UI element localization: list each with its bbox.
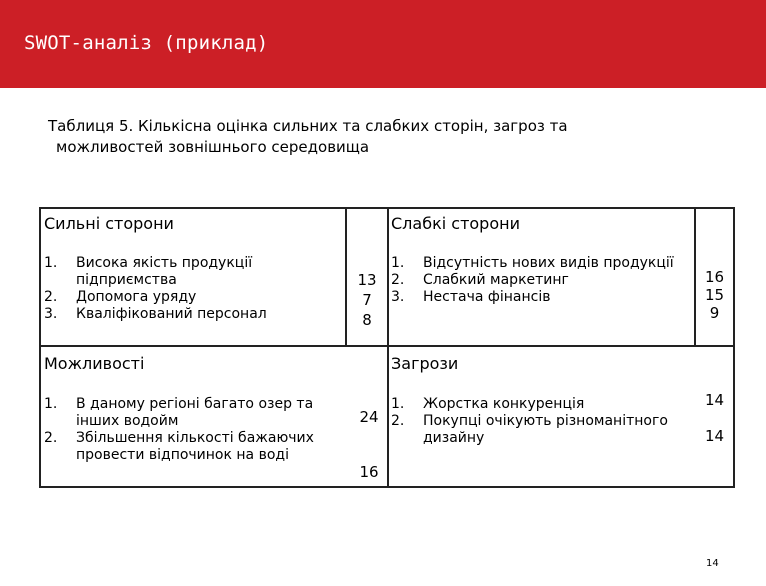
item-number: 1. bbox=[44, 255, 58, 271]
slide-title: SWOT-аналіз (приклад) bbox=[24, 32, 269, 54]
item-text: Покупці очікують різноманітного дизайну bbox=[423, 413, 668, 446]
item-text: Відсутність нових видів продукції bbox=[423, 255, 674, 271]
list-item bbox=[391, 255, 689, 272]
item-text: Збільшення кількості бажаючих провести відпочинок на воді bbox=[76, 430, 314, 463]
weaknesses-list bbox=[391, 255, 689, 306]
list-item bbox=[391, 413, 691, 447]
item-number: 3. bbox=[44, 306, 58, 322]
opportunities-list bbox=[44, 396, 340, 464]
score-value: 7 bbox=[362, 291, 372, 309]
page-number: 14 bbox=[706, 558, 719, 569]
list-item bbox=[44, 255, 340, 289]
strengths-scores bbox=[347, 270, 387, 330]
opportunities-score-2: 16 bbox=[359, 463, 379, 481]
swot-table bbox=[39, 207, 735, 488]
list-item bbox=[44, 289, 340, 306]
threats-heading: Загрози bbox=[391, 354, 459, 373]
strengths-list bbox=[44, 255, 340, 323]
table-caption bbox=[48, 116, 708, 158]
list-item bbox=[44, 430, 340, 464]
weaknesses-scores bbox=[696, 268, 733, 322]
list-item bbox=[391, 396, 691, 413]
item-text: Допомога уряду bbox=[76, 289, 197, 305]
weaknesses-heading: Слабкі сторони bbox=[391, 214, 520, 233]
threats-score-2: 14 bbox=[704, 427, 725, 445]
slide-header bbox=[0, 0, 766, 88]
threats-score-1: 14 bbox=[704, 391, 725, 409]
item-number: 1. bbox=[391, 396, 405, 412]
list-item bbox=[44, 306, 340, 323]
caption-line-1: Таблиця 5. Кількісна оцінка сильних та слабких сторін, загроз та bbox=[48, 117, 568, 135]
list-item bbox=[391, 272, 689, 289]
item-number: 2. bbox=[44, 289, 58, 305]
item-text: Жорстка конкуренція bbox=[423, 396, 585, 412]
threats-list bbox=[391, 396, 691, 447]
score-value: 8 bbox=[362, 311, 372, 329]
item-text: Кваліфікований персонал bbox=[76, 306, 267, 322]
score-value: 13 bbox=[357, 271, 377, 289]
opportunities-score-1: 24 bbox=[359, 408, 379, 426]
item-number: 1. bbox=[44, 396, 58, 412]
divider-horizontal bbox=[41, 345, 733, 347]
opportunities-heading: Можливості bbox=[44, 354, 145, 373]
list-item bbox=[391, 289, 689, 306]
item-number: 1. bbox=[391, 255, 405, 271]
caption-line-2: можливостей зовнішнього середовища bbox=[56, 138, 370, 156]
item-text: Висока якість продукції підприємства bbox=[76, 255, 253, 288]
item-number: 3. bbox=[391, 289, 405, 305]
item-number: 2. bbox=[391, 413, 405, 429]
list-item bbox=[44, 396, 340, 430]
item-text: В даному регіоні багато озер та інших водойм bbox=[76, 396, 314, 429]
item-text: Слабкий маркетинг bbox=[423, 272, 569, 288]
item-text: Нестача фінансів bbox=[423, 289, 551, 305]
divider-mid bbox=[387, 209, 389, 486]
strengths-heading: Сильні сторони bbox=[44, 214, 174, 233]
score-value: 16 bbox=[704, 268, 725, 286]
score-value: 9 bbox=[709, 304, 720, 322]
item-number: 2. bbox=[44, 430, 58, 446]
item-number: 2. bbox=[391, 272, 405, 288]
score-value: 15 bbox=[704, 286, 725, 304]
